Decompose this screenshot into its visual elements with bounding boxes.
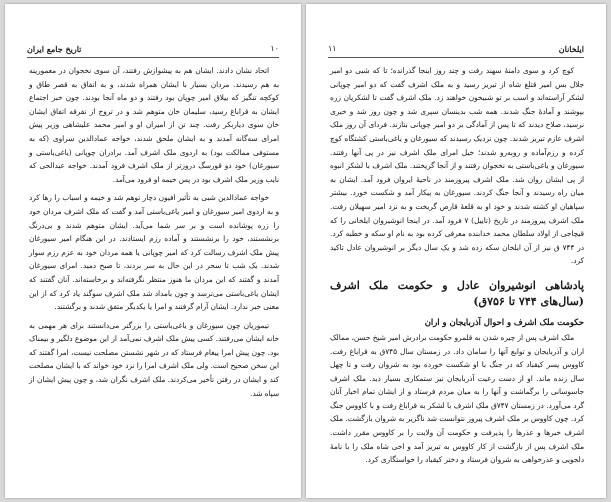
right-header-rule — [328, 57, 584, 58]
right-page — [306, 4, 606, 498]
left-page-number: ۱۰ — [270, 44, 279, 53]
right-running-title: ایلخانان — [558, 44, 584, 54]
right-running-head — [328, 44, 584, 58]
right-body-text — [330, 64, 584, 472]
left-paragraph: تیموریان چون سیورغان و یاغی‌باستی را بزرگتر می‌دانستند برای هر مهمی به خانه ایشان می‌رفتند. کسی پیش ملک اشرف نمی‌آمد از این موضوع دلگیر و بیمناک بود. چون پیش امرا پیغام فرستاد که در شهر نشستن مصلحت نیست، امرا گفتند که این سخن صحیح است. ولی ملک اشرف امرا را نزد خود خواند که با ایشان مصلحت کند و ایشان در رفتن تأخیر می‌کردند. ملک اشرف نگران شد، و چون پیش ایشان از سپاه شد. — [29, 320, 279, 398]
right-paragraph: ملک اشرف پس از چیره شدن به قلمرو حکومت برادرش امیر شیخ حسن، ممالک اران و آذربایجان و توابع آنها را سامان داد. در زمستان سال ۷۴۵ق به قراباغ رفت. کاووس پسر کیقباد که در جنگ با او شکست خورده بود به شروان رفت و تا چهل سال زنده ماند. او از دست رعیت آذربایجان نیز ستمکاری بسیار دید. ملک اشرف جاسوسانی را برگماشت و آنها را به میان مردم فرستاد و از ایشان تمام اخبار آنان گرد می‌آورد. در زمستان ۷۴۷ق ملک اشرف با لشکر به قراباغ رفت و با کاووس جنگ کرد. چون کاووس بر ملک اشرف پیروز نتوانست شد ناگزیر به شروان بازگشت. ملک اشرف خبرها و عذرها را پذیرفت و حکومت آن ولایت را بر کاووس مقرر داشت. ملک اشرف پس از بازگشت از کار کاووس به تبریز آمد و اخی شاه ملک را با نامهٔ دلجویی و عذرخواهی به شروان فرستاد و دختر کیقباد را خواستگاری کرد. — [330, 332, 584, 465]
left-body-text — [29, 64, 279, 405]
left-page — [5, 4, 301, 498]
right-page-number: ۱۱ — [328, 44, 337, 53]
left-paragraph: اتحاد نشان دادند. ایشان هم به پیشوازش رفتند، آن سوی نخجوان در معمورینه به هم رسیدند. مردان بسیار با ایشان همراه شدند، و به اتفاق به قصر طاق و کوکچه تنگیز که ییلاق امیر چوپان بود رفتند و دو ماه آنجا بودند. چون خبر اجتماع ایشان به قراباغ رسید، سلیمان خان متوهم شد و در تروج از تفرقه اتفاق ایشان خان سوی دیاربکر رفت. چند تن از امیران او و امیر محمد علیشاهی وزیر پیش امرای سه‌گانه آمدند و به ایشان ملحق شدند، خواجه عمادالدین سراوی (که به مستوفی ممالکت بود) به اردوی ملک اشرف آمد. برادران چوپانی (یاغی‌باستی و سیورغان) خود دو قورسگ دروزتر از ملک اشرف فرود آمدند. خواجه عبدالحی که نایب وزیر ملک اشرف بود در پس خیمه او فرود می‌آمد. — [29, 66, 279, 184]
left-running-title: تاریخ جامع ایران — [27, 44, 82, 54]
left-running-head — [27, 44, 279, 58]
left-paragraph: خواجه عمادالدین شبی به تأثیر افیون دچار توهم شد و خیمه و اسباب را رها کرد و به اردوی امیر سیورغان و امیر یاغی‌باستی آمد و گفت که ملک اشرف مردان خود را زره پوشانده است و بر سر شما می‌آید. ایشان متوهم شدند و بی‌درنگ برنشستند، خود را برنشستند و آماده رزم ایستادند. در این هنگام امیر سیورغان پیش ملک اشرف رسالت کرد که امیر چوپانی یا همه مردان خود به عزم رزم سوار شدند. یک شب تا سحر در این حال به سر بردند، تا صبح دمید. امرای سیورغان آمدند و گفتند که این مردان ما هنوز منتظر نگرفته‌اند و برخاسته‌اند. آنان گفتند که ایشان یاغی‌باستی می‌ترسد و چون بامداد شد ملک اشرف سوگند یاد کرد که از این معنی خبر ندارد. ایشان آرام گرفتند و امرا یا یکدیگر متفق شدند و برگشتند. — [29, 193, 279, 312]
right-paragraph: کوچ کرد و سوی دامنهٔ سهند رفت و چند روز اینجا گذرانده؛ تا که شبی دو امیر جلال بس امیر قتلغ شاه از تبریز رسید و به ملک اشرف گفت که دو امیر چوپانی لشکر آراسته‌اند و اسب بر تو شبیخون خواهند زد. ملک اشرف گفت تا لشکریان زره بپوشند و آمادهٔ جنگ شدند. همه شب بدینسان سپری شد و چون روز شد و خبری نرسید، صلاح دیدند که تا پس از آمادگی بر دو امیر چوپانی بتازند. فردای آن روز ملک اشرف عازم تبریز شدند. چون نزدیک رسیدند که سیورغان و یاغی‌باستی کشتگاه کوچ کرده و رزم‌آماده و روبه‌رو شدند؛ خیل امرای ملک اشرف نیز در پی آنها رفتند. سیورغان و یاغی‌باستی به نخجوان رفتند و از آنجا گریختند. ملک اشرف با لشکر انبوه از پی ایشان روان شد. ملک اشرف پیروزمند در ناحیهٔ ایروان فرود آمد. ایشان به میان راه رسیدند و آنجا جنگ کردند. سیورغان به پیکار آمد و شکست خورد. بیشتر سپاهیان او کشته شدند و خود او به قلعهٔ قارص گریخت و به نزد امیر سهیلان رفت. ملک اشرف پیروزمند در تاریخ (تاییل) ۷ فرود آمد. در اینجا انوشیروان ایلخانی را که قیچاجی از اولاد سلطان محمد خدابنده معرفی کرده بود به نام او سکه و خطبه کرد. در ۷۴۴ ق نیز از آن ایلخان سکه زده شد و یک سال دیگر بر انوشیروان عادل تاکید کرد. — [330, 66, 585, 266]
section-title: پادشاهی انوشیروان عادل و حکومت ملک اشرف (سال‌های ۷۴۴ تا ۷۵۶ق) — [330, 278, 584, 308]
subsection-title: حکومت ملک اشرف و احوال آذربایجان و اران — [424, 316, 584, 327]
left-header-rule — [27, 57, 279, 58]
